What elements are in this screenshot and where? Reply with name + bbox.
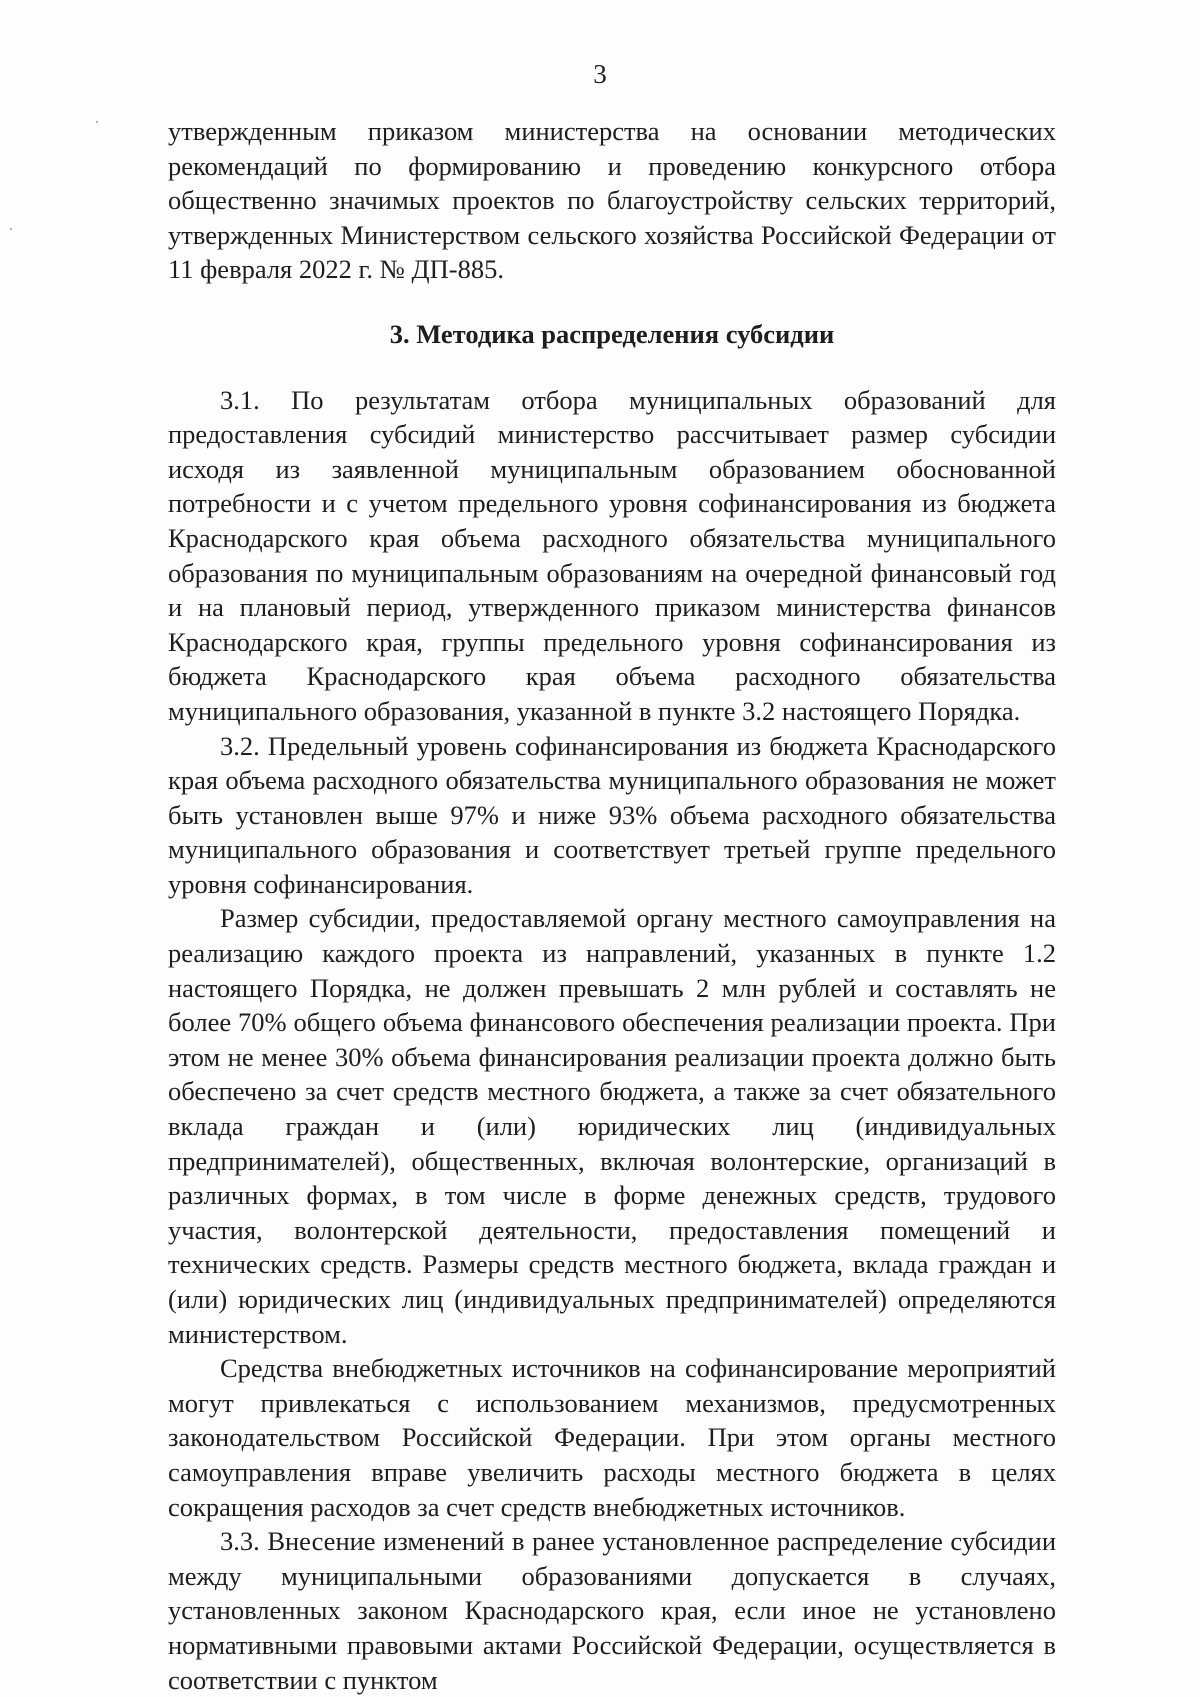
scan-speck: [96, 121, 98, 123]
page-number: 3: [593, 59, 607, 89]
document-body: [168, 114, 1056, 1697]
paragraph-subsidy-size: Размер субсидии, предоставляемой органу местного самоуправления на реализацию каждого проекта из направлений, указанных в пункте 1.2 настоящего Порядка, не должен превышать 2 млн рублей и составлять не более 70% общего объема финансового обеспечения реализации проекта. При этом не менее 30% объема финансирования реализации проекта должно быть обеспечено за счет средств местного бюджета, а также за счет обязательного вклада граждан и (или) юридических лиц (индивидуальных предпринимателей), общественных, включая волонтерские, организаций в различных формах, в том числе в форме денежных средств, трудового участия, волонтерской деятельности, предоставления помещений и технических средств. Размеры средств местного бюджета, вклада граждан и (или) юридических лиц (индивидуальных предпринимателей) определяются министерством.: [168, 903, 1056, 1349]
section-heading: 3. Методика распределения субсидии: [389, 318, 835, 349]
paragraph-extrabudgetary-sources: Средства внебюджетных источников на софинансирование мероприятий могут привлекаться с использованием механизмов, предусмотренных законодательством Российской Федерации. При этом органы местного самоуправления вправе увеличить расходы местного бюджета в целях сокращения расходов за счет средств внебюджетных источников.: [168, 1353, 1056, 1522]
paragraph-3-1: 3.1. По результатам отбора муниципальных образований для предоставления субсидий министерство рассчитывает размер субсидии исходя из заявленной муниципальным образованием обоснованной потребности и с учетом предельного уровня софинансирования из бюджета Краснодарского края объема расходного обязательства муниципального образования по муниципальным образованиям на очередной финансовый год и на плановый период, утвержденного приказом министерства финансов Краснодарского края, группы предельного уровня софинансирования из бюджета Краснодарского края объема расходного обязательства муниципального образования, указанной в пункте 3.2 настоящего Порядка.: [168, 384, 1056, 726]
paragraph-3-3: 3.3. Внесение изменений в ранее установленное распределение субсидии между муниципальными образованиями допускается в случаях, установленных законом Краснодарского края, если иное не установлено нормативными правовыми актами Российской Федерации, осуществляется в соответствии с пунктом: [168, 1526, 1056, 1695]
scan-speck: [10, 228, 12, 230]
paragraph-3-2: 3.2. Предельный уровень софинансирования из бюджета Краснодарского края объема расходного обязательства муниципального образования не может быть установлен выше 97% и ниже 93% объема расходного обязательства муниципального образования и соответствует третьей группе предельного уровня софинансирования.: [168, 730, 1056, 899]
intro-paragraph: утвержденным приказом министерства на основании методических рекомендаций по формированию и проведению конкурсного отбора общественно значимых проектов по благоустройству сельских территорий, утвержденных Министерством сельского хозяйства Российской Федерации от 11 февраля 2022 г. № ДП-885.: [168, 116, 1056, 285]
